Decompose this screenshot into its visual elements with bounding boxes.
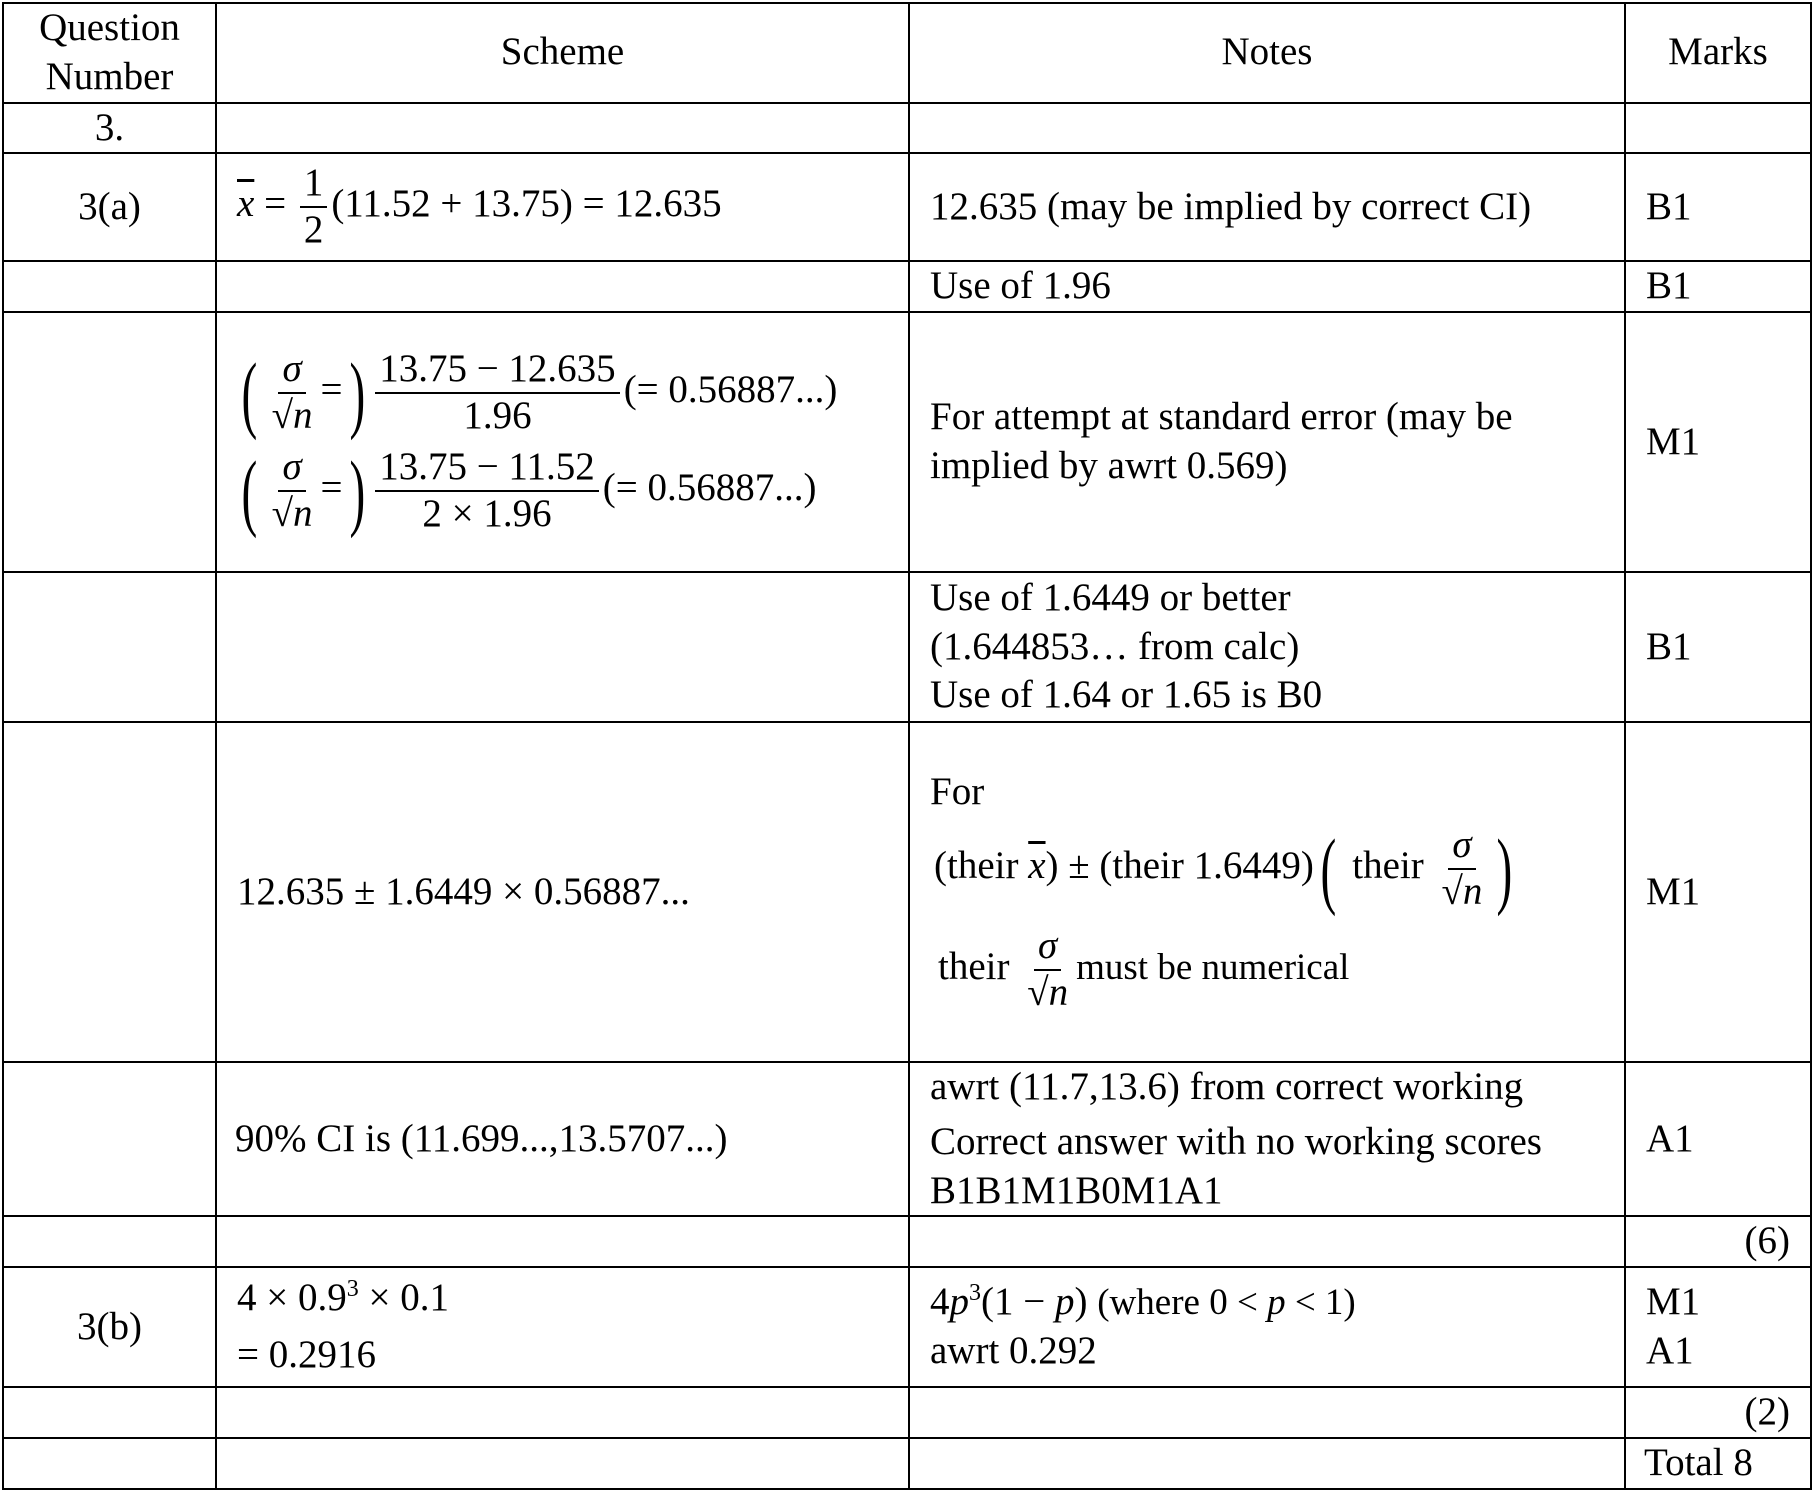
- mark: M1: [1625, 722, 1811, 1062]
- marks-b: M1 A1: [1625, 1267, 1811, 1387]
- table-row: [3, 153, 1811, 261]
- table-row: [3, 572, 1811, 722]
- subtotal-row: [3, 1216, 1811, 1267]
- notes-z-value: Use of 1.6449 or better (1.644853… from calc) Use of 1.64 or 1.65 is B0: [909, 572, 1625, 722]
- subtotal-row: [3, 1387, 1811, 1438]
- notes-probability: $4p^3(1 - p)$ (where 0 < p < 1) awrt 0.292: [909, 1267, 1625, 1387]
- part-a-label: 3(a): [3, 153, 216, 261]
- mark: A1: [1625, 1062, 1811, 1216]
- part-a-subtotal: (6): [1625, 1216, 1811, 1267]
- table-row: [3, 1267, 1811, 1387]
- scheme-ci-expression: 12.635 ± 1.6449 × 0.56887...: [216, 722, 909, 1062]
- mark: M1: [1625, 312, 1811, 572]
- header-question-number: Question Number: [3, 3, 216, 103]
- scheme-mean: $\overline{x}$ = $\frac{1}{2}$ (11.52 + 13.75) = 12.635: [216, 153, 909, 261]
- table-row: [3, 261, 1811, 312]
- mark: B1: [1625, 572, 1811, 722]
- header-scheme: Scheme: [216, 3, 909, 103]
- part-b-subtotal: (2): [1625, 1387, 1811, 1438]
- scheme-ci-answer: 90% CI is (11.699...,13.5707...): [216, 1062, 909, 1216]
- table-row: [3, 1062, 1811, 1216]
- mark: B1: [1625, 261, 1811, 312]
- notes-ci-answer: awrt (11.7,13.6) from correct working Correct answer with no working scores B1B1M1B0M1A1: [909, 1062, 1625, 1216]
- notes-mean: 12.635 (may be implied by correct CI): [909, 153, 1625, 261]
- notes-use-196: Use of 1.96: [909, 261, 1625, 312]
- mark-scheme-table: [2, 2, 1812, 1490]
- header-row: [3, 3, 1811, 103]
- question-row: [3, 103, 1811, 154]
- header-notes: Notes: [909, 3, 1625, 103]
- header-marks: Marks: [1625, 3, 1811, 103]
- scheme-standard-error: ( $\frac{\sigma}{√n}$ =) $\frac{13.75 - 12.635}{1.96}$ (= 0.56887...) ( $\frac{\sigma}{√n}$ =) $\frac{13.75 - 11.52}{2 \times 1.96}$ (= 0.56887...): [216, 312, 909, 572]
- scheme-probability: $4 \times 0.9^3 \times 0.1$ = 0.2916: [216, 1267, 909, 1387]
- mark: B1: [1625, 153, 1811, 261]
- notes-ci-method: For (their $\overline{x}$) ± (their 1.6449)( their $\frac{\sigma}{√n}$ ) their $\frac{\sigma}{√n}$ must be numerical: [909, 722, 1625, 1062]
- total-marks: Total 8: [1625, 1438, 1811, 1489]
- table-row: [3, 722, 1811, 1062]
- notes-standard-error: For attempt at standard error (may be implied by awrt 0.569): [909, 312, 1625, 572]
- table-row: [3, 312, 1811, 572]
- part-b-label: 3(b): [3, 1267, 216, 1387]
- question-number: 3.: [3, 103, 216, 154]
- total-row: [3, 1438, 1811, 1489]
